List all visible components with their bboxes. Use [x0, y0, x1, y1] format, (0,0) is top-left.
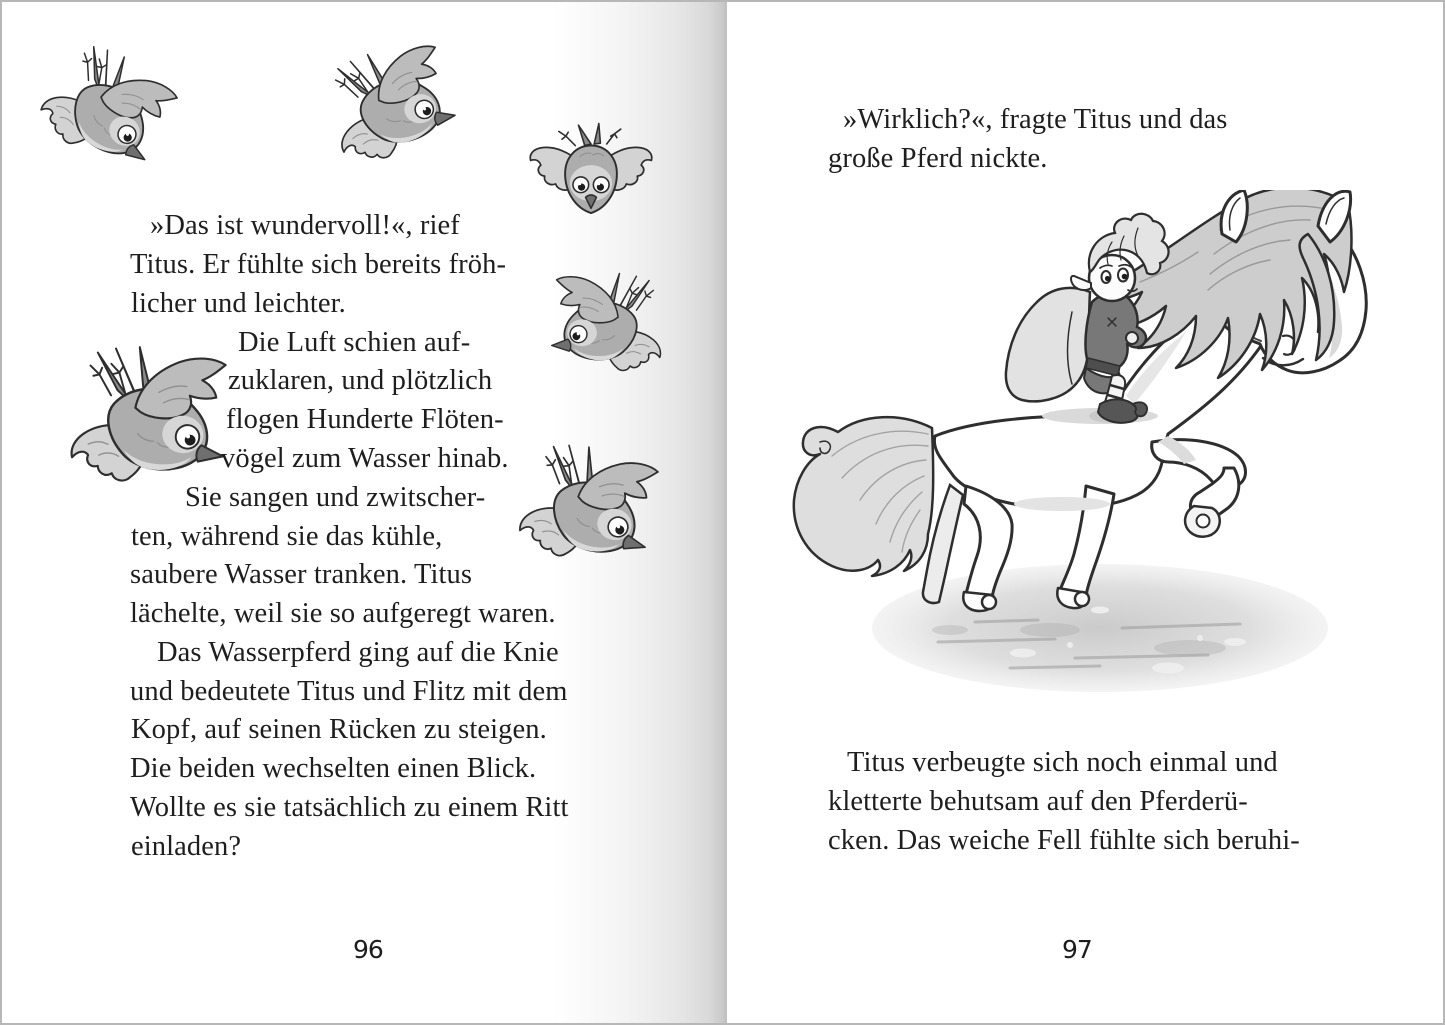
bird-flying-lower-icon	[490, 428, 679, 587]
text-line: saubere Wasser tranken. Titus	[130, 559, 473, 590]
text-line: einladen?	[131, 831, 242, 862]
bird-front-icon	[528, 122, 654, 224]
rider-cape	[1006, 288, 1090, 401]
bird-flying-icon	[302, 35, 474, 178]
horse-tail	[794, 417, 933, 576]
rider-shoe	[1098, 399, 1138, 422]
bird-flying-large-icon	[39, 336, 249, 503]
text-line: cken. Das weiche Fell fühlte sich beruhi-	[828, 825, 1300, 856]
text-line: kletterte behutsam auf den Pferderü-	[828, 786, 1248, 817]
text-line: Titus. Er fühlte sich bereits fröh-	[130, 249, 507, 280]
text-line: und bedeutete Titus und Flitz mit dem	[130, 676, 568, 707]
text-line: licher und leichter.	[131, 288, 346, 319]
text-line: Titus verbeugte sich noch einmal und	[847, 747, 1278, 778]
text-line: Wollte es sie tatsächlich zu einem Ritt	[130, 792, 569, 823]
text-line: große Pferd nickte.	[828, 143, 1048, 174]
text-line: Kopf, auf seinen Rücken zu steigen.	[131, 714, 547, 745]
rider-hand	[1126, 332, 1138, 344]
page-number-right: 97	[1062, 935, 1092, 964]
horse-rider-illustration	[770, 190, 1390, 720]
text-line: vögel zum Wasser hinab.	[221, 443, 509, 474]
text-line: zuklaren, und plötzlich	[228, 365, 493, 396]
text-line: »Wirklich?«, fragte Titus und das	[843, 104, 1228, 135]
text-line: »Das ist wundervoll!«, rief	[150, 210, 460, 241]
bird-flying-left-icon	[540, 272, 682, 378]
text-line: lächelte, weil sie so aufgeregt waren.	[130, 598, 556, 629]
text-line: ten, während sie das kühle,	[131, 521, 443, 552]
horse-raised-leg	[1152, 440, 1246, 537]
page-number-left: 96	[353, 935, 383, 964]
text-line: Sie sangen und zwitscher-	[185, 482, 486, 513]
text-line: Die Luft schien auf-	[238, 327, 471, 358]
text-line: Das Wasserpferd ging auf die Knie	[157, 637, 559, 668]
bird-diving-icon	[10, 21, 197, 195]
text-line: Die beiden wechselten einen Blick.	[130, 753, 537, 784]
text-line: flogen Hunderte Flöten-	[226, 404, 504, 435]
